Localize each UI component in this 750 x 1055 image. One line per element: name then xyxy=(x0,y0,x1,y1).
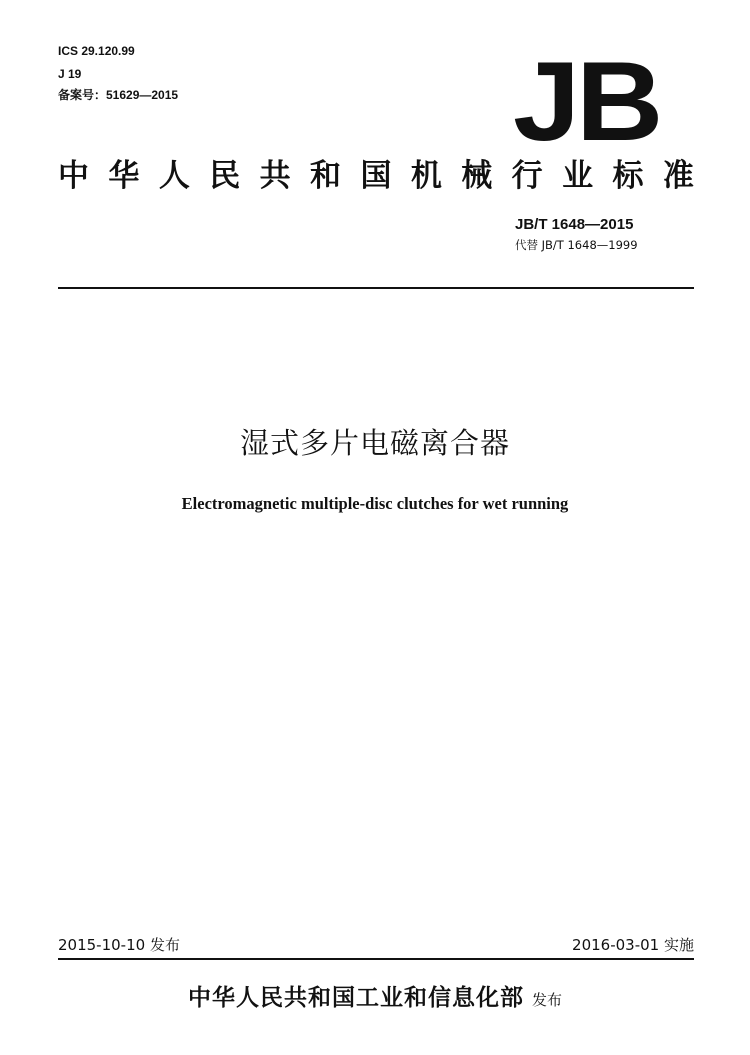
issuer-name: 中华人民共和国工业和信息化部 xyxy=(187,985,524,1011)
standard-category-title xyxy=(58,156,694,196)
ccs-code: J 19 xyxy=(58,67,82,81)
title-char: 共 xyxy=(259,158,291,194)
standard-number: JB/T 1648—2015 xyxy=(515,216,634,233)
title-char: 机 xyxy=(410,158,442,194)
document-title-english: Electromagnetic multiple-disc clutches for wet running xyxy=(181,494,569,513)
issuer-suffix: 发布 xyxy=(531,991,562,1009)
title-char: 中 xyxy=(58,158,89,194)
title-char: 行 xyxy=(511,158,543,194)
document-title-chinese: 湿式多片电磁离合器 xyxy=(239,426,510,460)
title-char: 准 xyxy=(662,158,694,194)
header-divider xyxy=(58,287,694,289)
title-char: 国 xyxy=(360,158,392,194)
issuer xyxy=(0,982,750,1016)
title-char: 械 xyxy=(461,158,493,194)
title-char: 人 xyxy=(158,158,190,194)
title-char: 民 xyxy=(209,158,241,194)
jb-logo xyxy=(511,52,661,144)
jb-logo-text: JB xyxy=(513,52,659,144)
title-char: 业 xyxy=(562,158,594,194)
title-char: 标 xyxy=(612,158,644,194)
issue-date: 2015-10-10 发布 xyxy=(58,936,180,954)
ics-code: ICS 29.120.99 xyxy=(58,44,135,58)
title-char: 华 xyxy=(108,158,140,194)
implementation-date: 2016-03-01 实施 xyxy=(572,936,694,954)
filing-number: 备案号：51629—2015 xyxy=(58,88,179,102)
footer-divider xyxy=(58,958,694,960)
replaces-standard: 代替 JB/T 1648—1999 xyxy=(515,238,638,252)
title-char: 和 xyxy=(310,158,342,194)
